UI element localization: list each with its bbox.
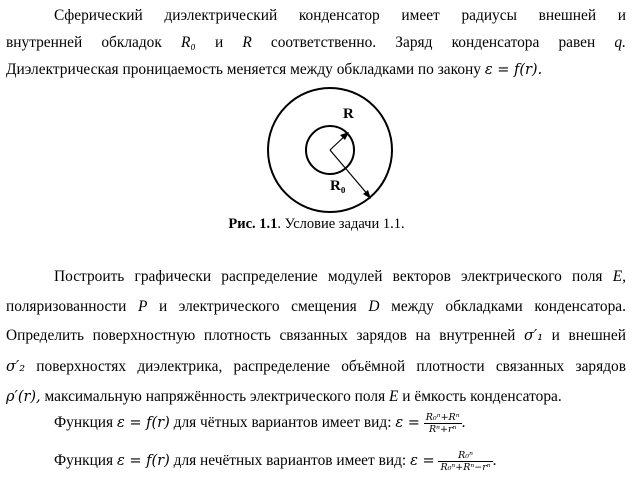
outer-radius-arrowhead <box>363 190 371 199</box>
even-function-line: Функция ε = f(r) для чётных вариантов имеет вид: ε = $\frac{\text{R₀ⁿ+Rⁿ}}{\text{Rⁿ+rⁿ}}$ . <box>54 412 466 435</box>
task-line-5: ρ′(r), максимальную напряжённость электрического поля E и ёмкость конденсатора. <box>6 388 562 405</box>
intro-line-3: Диэлектрическая проницаемость меняется между обкладками по закону ε = f(r). <box>6 61 543 78</box>
label-r: R <box>343 106 354 122</box>
task-line-3: Определить поверхностную плотность связанных зарядов на внутренней σ′₁ и внешней <box>6 327 626 344</box>
odd-function-line: Функция ε = f(r) для нечётных вариантов имеет вид: ε = $\frac{\text{R₀ⁿ}}{\text{R₀ⁿ+Rⁿ−rⁿ}}$ . <box>54 450 497 473</box>
task-paragraph <box>6 262 626 413</box>
permittivity-formula: ε = f(r). <box>484 62 543 78</box>
capacitor-figure <box>0 0 633 215</box>
task-line-1: Построить графически распределение модулей векторов электрического поля E, <box>54 268 626 285</box>
label-r0: R₀ <box>330 178 346 194</box>
task-line-2: поляризованности P и электрического смещения D между обкладками конденсатора. <box>6 297 626 315</box>
figure-caption: Рис. 1.1. Условие задачи 1.1. <box>228 216 405 232</box>
even-fraction: $\frac{\text{R₀ⁿ+Rⁿ}}{\text{Rⁿ+rⁿ}}$ <box>425 412 460 435</box>
radius-outer-symbol: R₀ <box>181 34 196 51</box>
intro-line-1: Сферический диэлектрический конденсатор имеет радиусы внешней и <box>54 7 626 24</box>
charge-symbol: q. <box>614 34 626 51</box>
task-line-4: σ′₂ поверхностях диэлектрика, распределение объёмной плотности связанных зарядов <box>6 357 626 375</box>
odd-fraction: $\frac{\text{R₀ⁿ}}{\text{R₀ⁿ+Rⁿ−rⁿ}}$ <box>440 450 491 473</box>
radius-inner-symbol: R <box>242 34 252 51</box>
intro-line-2: внутренней обкладок R₀ и R соответственно. Заряд конденсатора равен q. <box>6 34 626 51</box>
